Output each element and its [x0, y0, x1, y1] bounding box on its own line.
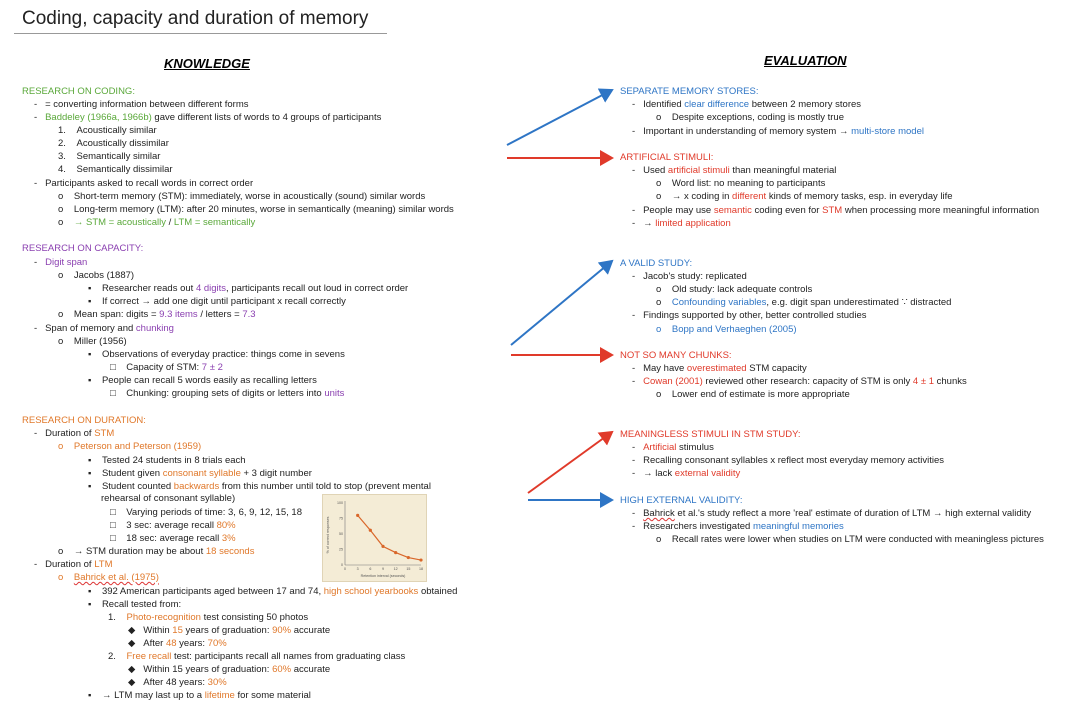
graph-xlabel: Retention interval (seconds)	[360, 574, 406, 578]
eval-line: - People may use semantic coding even for STM when processing more meaningful information	[632, 205, 1040, 216]
coding-line: - Participants asked to recall words in correct order	[34, 178, 254, 189]
eval-line: o Word list: no meaning to participants	[656, 178, 826, 189]
duration-line: rehearsal of consonant syllable)	[101, 493, 236, 504]
eval-line: o → x coding in different kinds of memory tasks, esp. in everyday life	[656, 191, 953, 202]
duration-line: o Bahrick et al. (1975)	[58, 572, 159, 583]
x-tick-label: 9	[382, 567, 384, 571]
coding-line: - = converting information between different forms	[34, 99, 249, 110]
capacity-line: o Miller (1956)	[58, 336, 127, 347]
duration-line: □ Varying periods of time: 3, 6, 9, 12, 15, 18	[110, 507, 302, 518]
duration-line: ▪ → LTM may last up to a lifetime for some material	[88, 690, 311, 701]
eval-line: o Bopp and Verhaeghen (2005)	[656, 324, 797, 335]
duration-line: ◆ After 48 years: 30%	[128, 677, 227, 688]
eval-line: o Old study: lack adequate controls	[656, 284, 813, 295]
coding-group: 3. Semantically similar	[58, 151, 161, 162]
x-tick-label: 12	[393, 567, 398, 571]
capacity-line: - Digit span	[34, 257, 88, 268]
duration-line: ▪ Recall tested from:	[88, 599, 182, 610]
eval-valid-heading: A VALID STUDY:	[620, 258, 693, 269]
coding-group: 1. Acoustically similar	[58, 125, 157, 136]
capacity-line: ▪ Researcher reads out 4 digits, participants recall out loud in correct order	[88, 283, 409, 294]
coding-line: o Long-term memory (LTM): after 20 minutes, worse in semantically (meaning) similar words	[58, 204, 454, 215]
x-tick-label: 0	[344, 567, 346, 571]
capacity-line: - Span of memory and chunking	[34, 323, 174, 334]
eval-line: - Jacob's study: replicated	[632, 271, 747, 282]
eval-stores-heading: SEPARATE MEMORY STORES:	[620, 86, 759, 97]
duration-line: 1. Photo-recognition test consisting 50 photos	[108, 612, 309, 623]
page-title: Coding, capacity and duration of memory	[22, 8, 369, 29]
capacity-line: ▪ Observations of everyday practice: things come in sevens	[88, 349, 345, 360]
duration-line: ◆ Within 15 years of graduation: 60% accurate	[128, 664, 331, 675]
eval-line: - Used artificial stimuli than meaningful material	[632, 165, 837, 176]
duration-line: - Duration of STM	[34, 428, 115, 439]
eval-line: - → limited application	[632, 218, 731, 229]
eval-line: - Cowan (2001) reviewed other research: capacity of STM is only 4 ± 1 chunks	[632, 376, 967, 387]
capacity-line: o Mean span: digits = 9.3 items / letters = 7.3	[58, 309, 256, 320]
knowledge-heading: KNOWLEDGE	[164, 56, 250, 71]
duration-line: ◆ Within 15 years of graduation: 90% accurate	[128, 625, 331, 636]
duration-line: ▪ Student counted backwards from this number until told to stop (prevent mental	[88, 481, 431, 492]
graph-ylabel: % of correct responses	[326, 516, 330, 554]
coding-group: 2. Acoustically dissimilar	[58, 138, 169, 149]
evaluation-heading: EVALUATION	[764, 53, 847, 68]
y-tick-label: 75	[339, 516, 343, 521]
eval-line: - Identified clear difference between 2 memory stores	[632, 99, 862, 110]
duration-line: 2. Free recall test: participants recall all names from graduating class	[108, 651, 406, 662]
eval-artificial-heading: ARTIFICIAL STIMULI:	[620, 152, 714, 163]
y-tick-label: 100	[337, 501, 343, 506]
x-tick-label: 6	[369, 567, 372, 571]
y-tick-label: 50	[339, 532, 343, 537]
duration-heading: RESEARCH ON DURATION:	[22, 415, 146, 426]
eval-meaningless-heading: MEANINGLESS STIMULI IN STM STUDY:	[620, 429, 801, 440]
eval-line: o Despite exceptions, coding is mostly true	[656, 112, 844, 123]
eval-line: - Findings supported by other, better controlled studies	[632, 310, 867, 321]
eval-line: o Lower end of estimate is more appropriate	[656, 389, 850, 400]
duration-line: o → STM duration may be about 18 seconds	[58, 546, 255, 557]
eval-line: - Important in understanding of memory system → multi-store model	[632, 126, 924, 137]
eval-line: o Confounding variables, e.g. digit span underestimated ∵ distracted	[656, 297, 952, 308]
y-tick-label: 25	[339, 547, 343, 552]
capacity-heading: RESEARCH ON CAPACITY:	[22, 243, 144, 254]
duration-line: ▪ Tested 24 students in 8 trials each	[88, 455, 246, 466]
y-tick-label: 0	[341, 563, 343, 568]
coding-line: o Short-term memory (STM): immediately, worse in acoustically (sound) similar words	[58, 191, 426, 202]
duration-line: ▪ Student given consonant syllable + 3 digit number	[88, 468, 312, 479]
eval-line: - Recalling consonant syllables x reflect most everyday memory activities	[632, 455, 945, 466]
x-tick-label: 18	[419, 567, 423, 571]
capacity-line: ▪ People can recall 5 words easily as recalling letters	[88, 375, 317, 386]
duration-line: □ 3 sec: average recall 80%	[110, 520, 236, 531]
duration-line: o Peterson and Peterson (1959)	[58, 441, 202, 452]
capacity-line: □ Capacity of STM: 7 ± 2	[110, 362, 223, 373]
eval-line: - Artificial stimulus	[632, 442, 714, 453]
coding-conclusion: o → STM = acoustically / LTM = semantically	[58, 217, 256, 228]
eval-line: - Bahrick et al.'s study reflect a more 'real' estimate of duration of LTM → high external validity	[632, 508, 1032, 519]
coding-group: 4. Semantically dissimilar	[58, 164, 173, 175]
eval-line: - May have overestimated STM capacity	[632, 363, 807, 374]
capacity-line: ▪ If correct → add one digit until participant x recall correctly	[88, 296, 346, 307]
coding-line: - Baddeley (1966a, 1966b) gave different lists of words to 4 groups of participants	[34, 112, 382, 123]
arrow-duration-meaningless	[528, 432, 612, 493]
eval-line: o Recall rates were lower when studies on LTM were conducted with meaningless pictures	[656, 534, 1044, 545]
eval-validity-heading: HIGH EXTERNAL VALIDITY:	[620, 495, 743, 506]
eval-chunks-heading: NOT SO MANY CHUNKS:	[620, 350, 732, 361]
eval-line: - Researchers investigated meaningful memories	[632, 521, 844, 532]
duration-line: ◆ After 48 years: 70%	[128, 638, 227, 649]
coding-heading: RESEARCH ON CODING:	[22, 86, 135, 97]
capacity-line: □ Chunking: grouping sets of digits or letters into units	[110, 388, 345, 399]
duration-line: ▪ 392 American participants aged between 17 and 74, high school yearbooks obtained	[88, 586, 458, 597]
x-tick-label: 3	[356, 567, 359, 571]
arrow-coding-stores	[507, 90, 612, 145]
capacity-line: o Jacobs (1887)	[58, 270, 135, 281]
arrow-capacity-valid	[511, 261, 612, 345]
eval-line: - → lack external validity	[632, 468, 741, 479]
duration-line: □ 18 sec: average recall 3%	[110, 533, 236, 544]
duration-line: - Duration of LTM	[34, 559, 113, 570]
x-tick-label: 15	[406, 567, 411, 571]
